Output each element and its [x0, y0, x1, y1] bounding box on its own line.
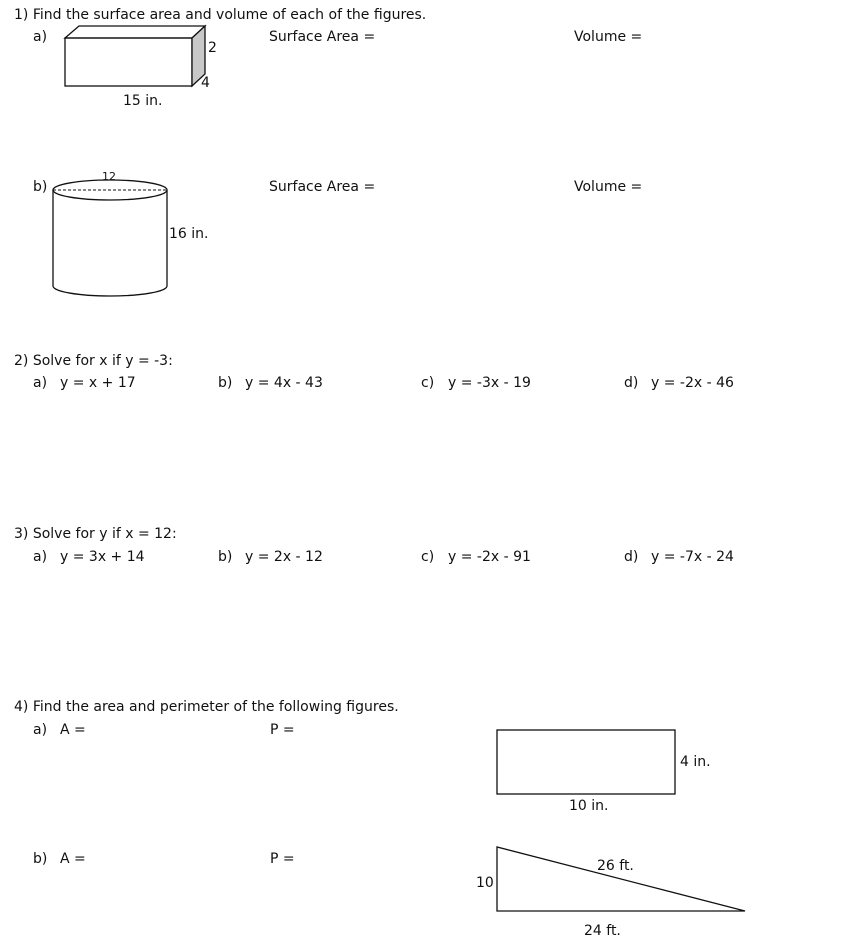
q4a-area-label: A = — [60, 722, 86, 738]
question-3-prompt: 3) Solve for y if x = 12: — [14, 526, 177, 542]
cylinder-diameter-label: 12 — [102, 170, 116, 183]
q1b-volume-label: Volume = — [574, 179, 643, 195]
q3d-label: d) — [624, 549, 639, 565]
prism-length-label: 15 in. — [123, 93, 163, 109]
q2c-equation: y = -3x - 19 — [448, 375, 531, 391]
q4b-area-label: A = — [60, 851, 86, 867]
rectangle-width-label: 10 in. — [569, 798, 609, 814]
q2c-label: c) — [421, 375, 435, 391]
q1b-surface-area-label: Surface Area = — [269, 179, 376, 195]
q2d-label: d) — [624, 375, 639, 391]
prism-depth-label: 4 — [201, 75, 210, 91]
q3c-label: c) — [421, 549, 435, 565]
q1a-label: a) — [33, 29, 48, 45]
question-2-prompt: 2) Solve for x if y = -3: — [14, 353, 173, 369]
q3c-equation: y = -2x - 91 — [448, 549, 531, 565]
q2a-label: a) — [33, 375, 48, 391]
q3b-label: b) — [218, 549, 233, 565]
q1a-volume-label: Volume = — [574, 29, 643, 45]
question-4-prompt: 4) Find the area and perimeter of the following figures. — [14, 699, 399, 715]
cylinder-height-label: 16 in. — [169, 226, 209, 242]
triangle-height-label: 10 — [476, 875, 494, 891]
triangle-hypotenuse-label: 26 ft. — [597, 858, 634, 874]
q1b-label: b) — [33, 179, 48, 195]
q3a-equation: y = 3x + 14 — [60, 549, 145, 565]
rectangular-prism-figure — [55, 22, 235, 112]
prism-height-label: 2 — [208, 40, 217, 56]
q2b-equation: y = 4x - 43 — [245, 375, 323, 391]
q3a-label: a) — [33, 549, 48, 565]
q2b-label: b) — [218, 375, 233, 391]
q4a-perimeter-label: P = — [270, 722, 295, 738]
q4b-label: b) — [33, 851, 48, 867]
q3b-equation: y = 2x - 12 — [245, 549, 323, 565]
cylinder-figure — [45, 166, 225, 306]
right-triangle-figure — [470, 842, 760, 942]
triangle-base-label: 24 ft. — [584, 923, 621, 939]
q4a-label: a) — [33, 722, 48, 738]
q2a-equation: y = x + 17 — [60, 375, 136, 391]
rectangle-height-label: 4 in. — [680, 754, 711, 770]
q1a-surface-area-label: Surface Area = — [269, 29, 376, 45]
question-1-prompt: 1) Find the surface area and volume of each of the figures. — [14, 7, 427, 23]
rectangle-figure — [490, 725, 730, 817]
q2d-equation: y = -2x - 46 — [651, 375, 734, 391]
q3d-equation: y = -7x - 24 — [651, 549, 734, 565]
q4b-perimeter-label: P = — [270, 851, 295, 867]
